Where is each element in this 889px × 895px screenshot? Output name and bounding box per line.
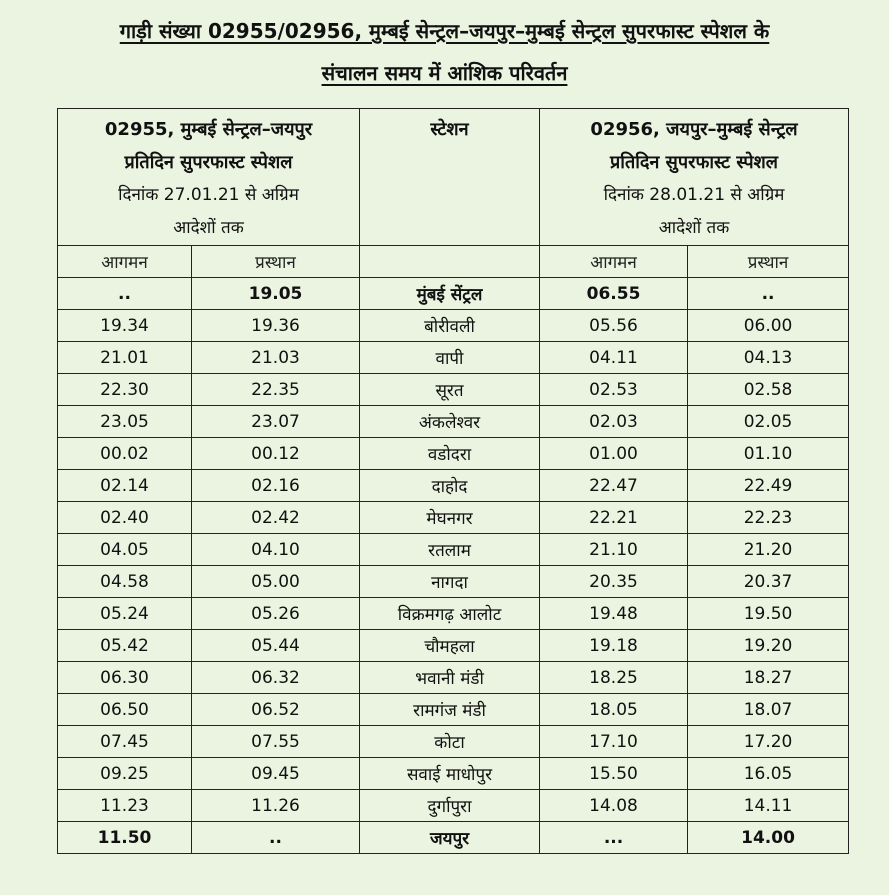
departure-02955: 09.45 — [192, 758, 360, 790]
station-name: चौमहला — [360, 630, 540, 662]
table-row — [58, 502, 849, 534]
departure-02956: 22.49 — [688, 470, 849, 502]
arrival-02955: 21.01 — [58, 342, 192, 374]
station-name: रतलाम — [360, 534, 540, 566]
arrival-02956: 06.55 — [540, 278, 688, 310]
arrival-02955: 11.23 — [58, 790, 192, 822]
arrival-02955: 09.25 — [58, 758, 192, 790]
train-02956-header — [540, 109, 849, 246]
station-name: अंकलेश्वर — [360, 406, 540, 438]
table-row — [58, 566, 849, 598]
departure-02956: 19.20 — [688, 630, 849, 662]
departure-02956: 16.05 — [688, 758, 849, 790]
station-name: वापी — [360, 342, 540, 374]
departure-02955: 11.26 — [192, 790, 360, 822]
arrival-02955: 04.58 — [58, 566, 192, 598]
departure-02955: 06.52 — [192, 694, 360, 726]
station-name: सवाई माधोपुर — [360, 758, 540, 790]
title-line-1: गाड़ी संख्या 02955/02956, मुम्बई सेन्ट्रल–जयपुर–मुम्बई सेन्ट्रल सुपरफास्ट स्पेशल के — [119, 19, 770, 43]
station-name: सूरत — [360, 374, 540, 406]
departure-02955: 05.26 — [192, 598, 360, 630]
table-row — [58, 790, 849, 822]
departure-02956: 17.20 — [688, 726, 849, 758]
table-row — [58, 278, 849, 310]
title-line-2: संचालन समय में आंशिक परिवर्तन — [321, 61, 568, 85]
arrival-02955: 06.50 — [58, 694, 192, 726]
station-subheader-empty — [360, 246, 540, 278]
table-row — [58, 726, 849, 758]
train-02956-date: दिनांक 28.01.21 से अग्रिम — [603, 185, 785, 205]
departure-02956: 01.10 — [688, 438, 849, 470]
train-02956-name: 02956, जयपुर–मुम्बई सेन्ट्रल — [590, 119, 798, 140]
train-02956-type: प्रतिदिन सुपरफास्ट स्पेशल — [610, 152, 778, 173]
train-02955-type: प्रतिदिन सुपरफास्ट स्पेशल — [124, 152, 293, 173]
arrival-02956: 02.03 — [540, 406, 688, 438]
header-row — [58, 109, 849, 246]
arrival-02956: 14.08 — [540, 790, 688, 822]
station-name: मेघनगर — [360, 502, 540, 534]
arrival-02955: 19.34 — [58, 310, 192, 342]
table-row — [58, 662, 849, 694]
arrival-02955: 11.50 — [58, 822, 192, 854]
departure-02956: 18.27 — [688, 662, 849, 694]
station-name: रामगंज मंडी — [360, 694, 540, 726]
table-row — [58, 342, 849, 374]
arrival-02956: ... — [540, 822, 688, 854]
departure-02955: 19.05 — [192, 278, 360, 310]
station-name: भवानी मंडी — [360, 662, 540, 694]
departure-02955: 04.10 — [192, 534, 360, 566]
station-name: नागदा — [360, 566, 540, 598]
departure-02956: 02.05 — [688, 406, 849, 438]
station-header-label: स्टेशन — [430, 119, 469, 140]
table-row — [58, 310, 849, 342]
arrival-02956: 01.00 — [540, 438, 688, 470]
departure-02955: 19.36 — [192, 310, 360, 342]
station-name: दुर्गापुरा — [360, 790, 540, 822]
train-02955-name: 02955, मुम्बई सेन्ट्रल–जयपुर — [104, 119, 313, 140]
arrival-02956: 05.56 — [540, 310, 688, 342]
departure-02956: 04.13 — [688, 342, 849, 374]
departure-02956: .. — [688, 278, 849, 310]
arrival-02955: 02.14 — [58, 470, 192, 502]
station-name: दाहोद — [360, 470, 540, 502]
departure-02956: 20.37 — [688, 566, 849, 598]
departure-02956: 14.11 — [688, 790, 849, 822]
arrival-02956: 19.18 — [540, 630, 688, 662]
departure-02955: .. — [192, 822, 360, 854]
departure-02955: 05.00 — [192, 566, 360, 598]
arrival-02955: 02.40 — [58, 502, 192, 534]
arrival-02956: 19.48 — [540, 598, 688, 630]
arrival-02956: 18.25 — [540, 662, 688, 694]
departure-02956: 21.20 — [688, 534, 849, 566]
table-row — [58, 598, 849, 630]
arrival-02956: 20.35 — [540, 566, 688, 598]
arrival-header: आगमन — [58, 246, 192, 278]
departure-02956: 18.07 — [688, 694, 849, 726]
train-02955-until: आदेशों तक — [173, 218, 244, 238]
departure-02956: 14.00 — [688, 822, 849, 854]
station-name: जयपुर — [360, 822, 540, 854]
station-name: कोटा — [360, 726, 540, 758]
arrival-02956: 04.11 — [540, 342, 688, 374]
arrival-02955: 23.05 — [58, 406, 192, 438]
train-02955-date: दिनांक 27.01.21 से अग्रिम — [118, 185, 299, 205]
departure-02955: 00.12 — [192, 438, 360, 470]
arrival-02956: 22.21 — [540, 502, 688, 534]
departure-02955: 07.55 — [192, 726, 360, 758]
arrival-02956: 22.47 — [540, 470, 688, 502]
departure-02956: 19.50 — [688, 598, 849, 630]
departure-02956: 02.58 — [688, 374, 849, 406]
arrival-02956: 21.10 — [540, 534, 688, 566]
arrival-02955: 07.45 — [58, 726, 192, 758]
departure-02956: 22.23 — [688, 502, 849, 534]
table-row — [58, 438, 849, 470]
arrival-02955: .. — [58, 278, 192, 310]
arrival-02955: 04.05 — [58, 534, 192, 566]
table-row — [58, 374, 849, 406]
station-header — [360, 109, 540, 246]
table-row — [58, 470, 849, 502]
departure-02955: 23.07 — [192, 406, 360, 438]
arrival-02956: 18.05 — [540, 694, 688, 726]
arrival-02956: 15.50 — [540, 758, 688, 790]
arrival-02956: 02.53 — [540, 374, 688, 406]
arrival-02956: 17.10 — [540, 726, 688, 758]
arrival-02955: 22.30 — [58, 374, 192, 406]
train-02956-until: आदेशों तक — [658, 218, 730, 238]
departure-02956: 06.00 — [688, 310, 849, 342]
table-row — [58, 758, 849, 790]
departure-header: प्रस्थान — [192, 246, 360, 278]
station-name: विक्रमगढ़ आलोट — [360, 598, 540, 630]
departure-header: प्रस्थान — [688, 246, 849, 278]
arrival-02955: 05.24 — [58, 598, 192, 630]
arrival-02955: 00.02 — [58, 438, 192, 470]
arrival-header: आगमन — [540, 246, 688, 278]
departure-02955: 22.35 — [192, 374, 360, 406]
page-title — [0, 10, 889, 94]
train-02955-header — [58, 109, 360, 246]
table-row — [58, 406, 849, 438]
station-name: मुंबई सेंट्रल — [360, 278, 540, 310]
arrival-02955: 06.30 — [58, 662, 192, 694]
station-name: वडोदरा — [360, 438, 540, 470]
departure-02955: 06.32 — [192, 662, 360, 694]
subheader-row — [58, 246, 849, 278]
table-row — [58, 822, 849, 854]
table-row — [58, 630, 849, 662]
station-name: बोरीवली — [360, 310, 540, 342]
departure-02955: 21.03 — [192, 342, 360, 374]
timetable — [57, 108, 849, 854]
table-row — [58, 534, 849, 566]
departure-02955: 02.42 — [192, 502, 360, 534]
table-row — [58, 694, 849, 726]
departure-02955: 02.16 — [192, 470, 360, 502]
arrival-02955: 05.42 — [58, 630, 192, 662]
departure-02955: 05.44 — [192, 630, 360, 662]
